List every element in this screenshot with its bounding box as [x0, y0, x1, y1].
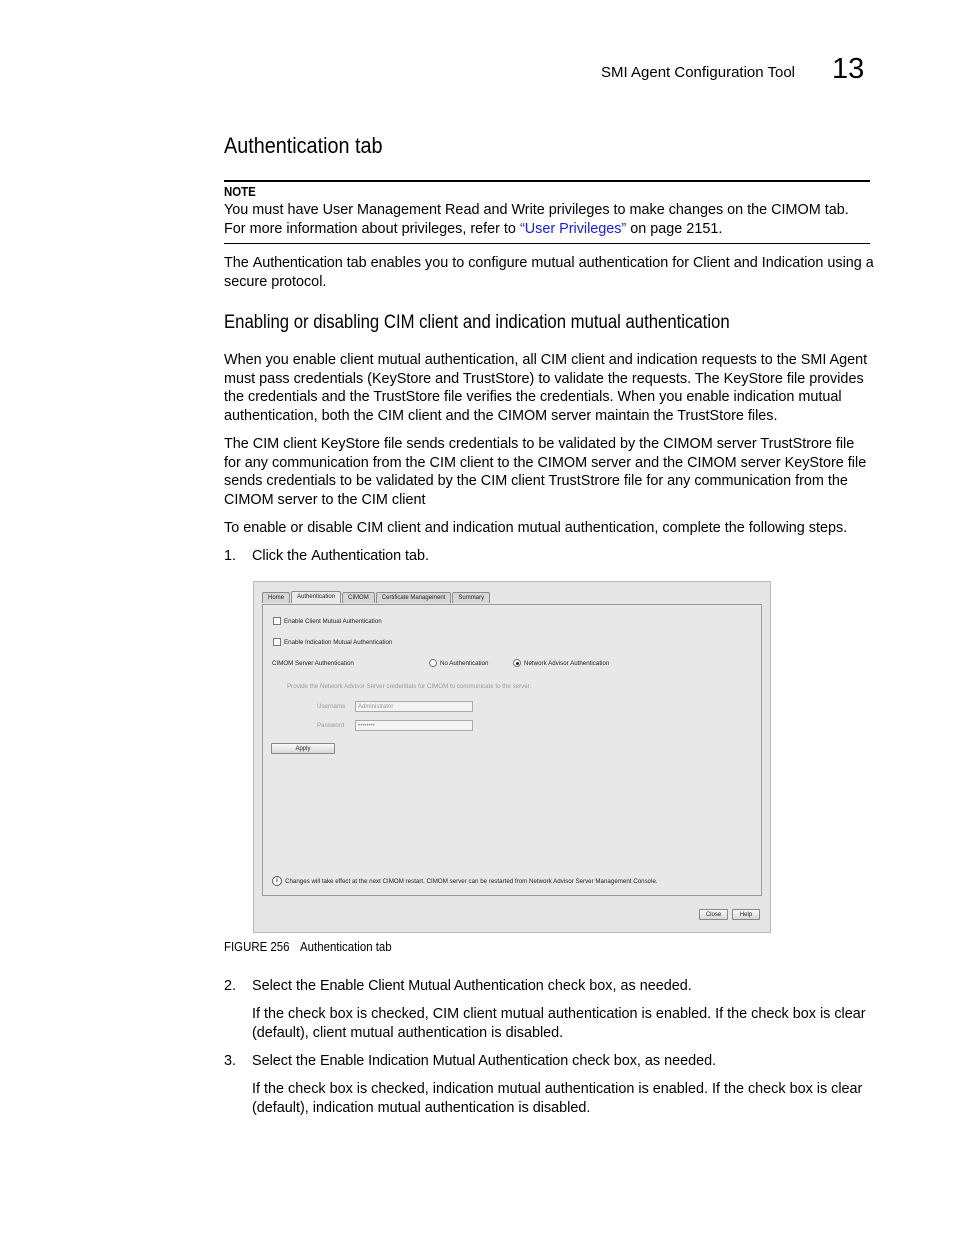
password-label: Password [317, 722, 345, 729]
step-bold: Enable Indication Mutual Authentication [320, 1053, 569, 1069]
step-pre: Click the [252, 548, 312, 564]
step-number: 3. [224, 1053, 237, 1069]
enable-indication-label: Enable Indication Mutual Authentication [284, 639, 393, 646]
figure-caption [224, 939, 392, 954]
intro-paragraph [224, 254, 874, 291]
intro-pre: The [224, 255, 253, 271]
enable-indication-checkbox[interactable] [273, 638, 281, 646]
apply-button[interactable]: Apply [271, 743, 335, 754]
note-text [224, 201, 874, 238]
figure-title: Authentication tab [300, 939, 392, 954]
chapter-number: 13 [832, 53, 865, 85]
step-3-detail: If the check box is checked, indication mutual authentication is enabled. If the check box is clear (default), indication mutual authentication is disabled. [252, 1081, 863, 1116]
username-label: Username [317, 703, 346, 710]
figure-label: FIGURE 256 [224, 939, 290, 954]
nwa-auth-label: Network Advisor Authentication [524, 660, 610, 667]
user-privileges-link[interactable]: “User Privileges” [519, 220, 627, 237]
paragraph-steps-intro: To enable or disable CIM client and indication mutual authentication, complete the following steps. [224, 520, 848, 536]
intro-post: tab enables you to configure mutual authentication for Client and Indication using a secure protocol. [224, 255, 874, 290]
paragraph-keystore: The CIM client KeyStore file sends credentials to be validated by the CIMOM server TrustStrore file for any communication from the CIM client to the CIMOM server and the CIMOM server KeyStore file sends credentials to be validated by the CIM client TrustStrore file for any communication from the CIMOM server to the CIM client [224, 436, 867, 508]
paragraph-mutual-auth: When you enable client mutual authentication, all CIM client and indication requests to the SMI Agent must pass credentials (KeyStore and TrustStore) to validate the requests. The KeyStore file provides the credentials and the TrustStore file verifies the credentials. When you enable indication mutual authentication, both the CIM client and the CIMOM server maintain the TrustStore files. [224, 352, 868, 424]
subheading: Enabling or disabling CIM client and indication mutual authentication [224, 312, 730, 333]
step-1 [224, 547, 874, 566]
step-pre: Select the [252, 978, 320, 994]
nwa-auth-radio[interactable] [513, 659, 521, 667]
step-3 [224, 1052, 874, 1071]
no-auth-label: No Authentication [440, 660, 489, 667]
step-bold: Authentication [311, 548, 401, 564]
section-heading: Authentication tab [224, 133, 383, 158]
note-top-rule [224, 180, 870, 182]
smi-config-window [253, 581, 771, 933]
note-line-2 [224, 220, 874, 239]
tab-summary[interactable]: Summary [452, 592, 490, 603]
step-number: 2. [224, 978, 237, 994]
enable-client-label: Enable Client Mutual Authentication [284, 618, 382, 625]
username-field[interactable]: Administrator [355, 701, 473, 712]
step-number: 1. [224, 548, 237, 564]
tab-certificate-management[interactable]: Certificate Management [376, 592, 452, 603]
running-header-title: SMI Agent Configuration Tool [601, 64, 796, 81]
step-post: tab. [401, 548, 430, 564]
password-field[interactable]: •••••••• [355, 720, 473, 731]
tab-cimom[interactable]: CIMOM [342, 592, 375, 603]
note-line-2-pre: For more information about privileges, refer to [224, 220, 520, 237]
note-line-2-post: on page 2151. [626, 220, 723, 237]
authentication-panel [262, 604, 762, 896]
note-bottom-rule [224, 243, 870, 244]
step-2 [224, 977, 874, 996]
help-button[interactable]: Help [732, 909, 760, 920]
intro-bold: Authentication [252, 255, 343, 271]
step-2-detail: If the check box is checked, CIM client mutual authentication is enabled. If the check box is clear (default), client mutual authentication is disabled. [252, 1006, 866, 1041]
step-pre: Select the [252, 1053, 320, 1069]
tab-home[interactable]: Home [262, 592, 290, 603]
cimom-server-auth-label: CIMOM Server Authentication [272, 660, 354, 667]
note-label: NOTE [224, 184, 256, 199]
step-post: check box, as needed. [543, 978, 692, 994]
close-button[interactable]: Close [699, 909, 728, 920]
enable-client-checkbox[interactable] [273, 617, 281, 625]
no-auth-radio[interactable] [429, 659, 437, 667]
step-bold: Enable Client Mutual Authentication [320, 978, 544, 994]
step-post: check box, as needed. [568, 1053, 717, 1069]
tab-bar [262, 592, 491, 604]
info-icon: i [272, 876, 282, 886]
info-message: Changes will take effect at the next CIMOM restart. CIMOM server can be restarted from Network Advisor Server Management Console. [285, 878, 658, 885]
note-line-1: You must have User Management Read and Write privileges to make changes on the CIMOM tab. [224, 202, 849, 218]
tab-authentication[interactable]: Authentication [291, 591, 341, 603]
provide-credentials-text: Provide the Network Advisor Server credentials for CIMOM to communicate to the server. [287, 683, 532, 690]
